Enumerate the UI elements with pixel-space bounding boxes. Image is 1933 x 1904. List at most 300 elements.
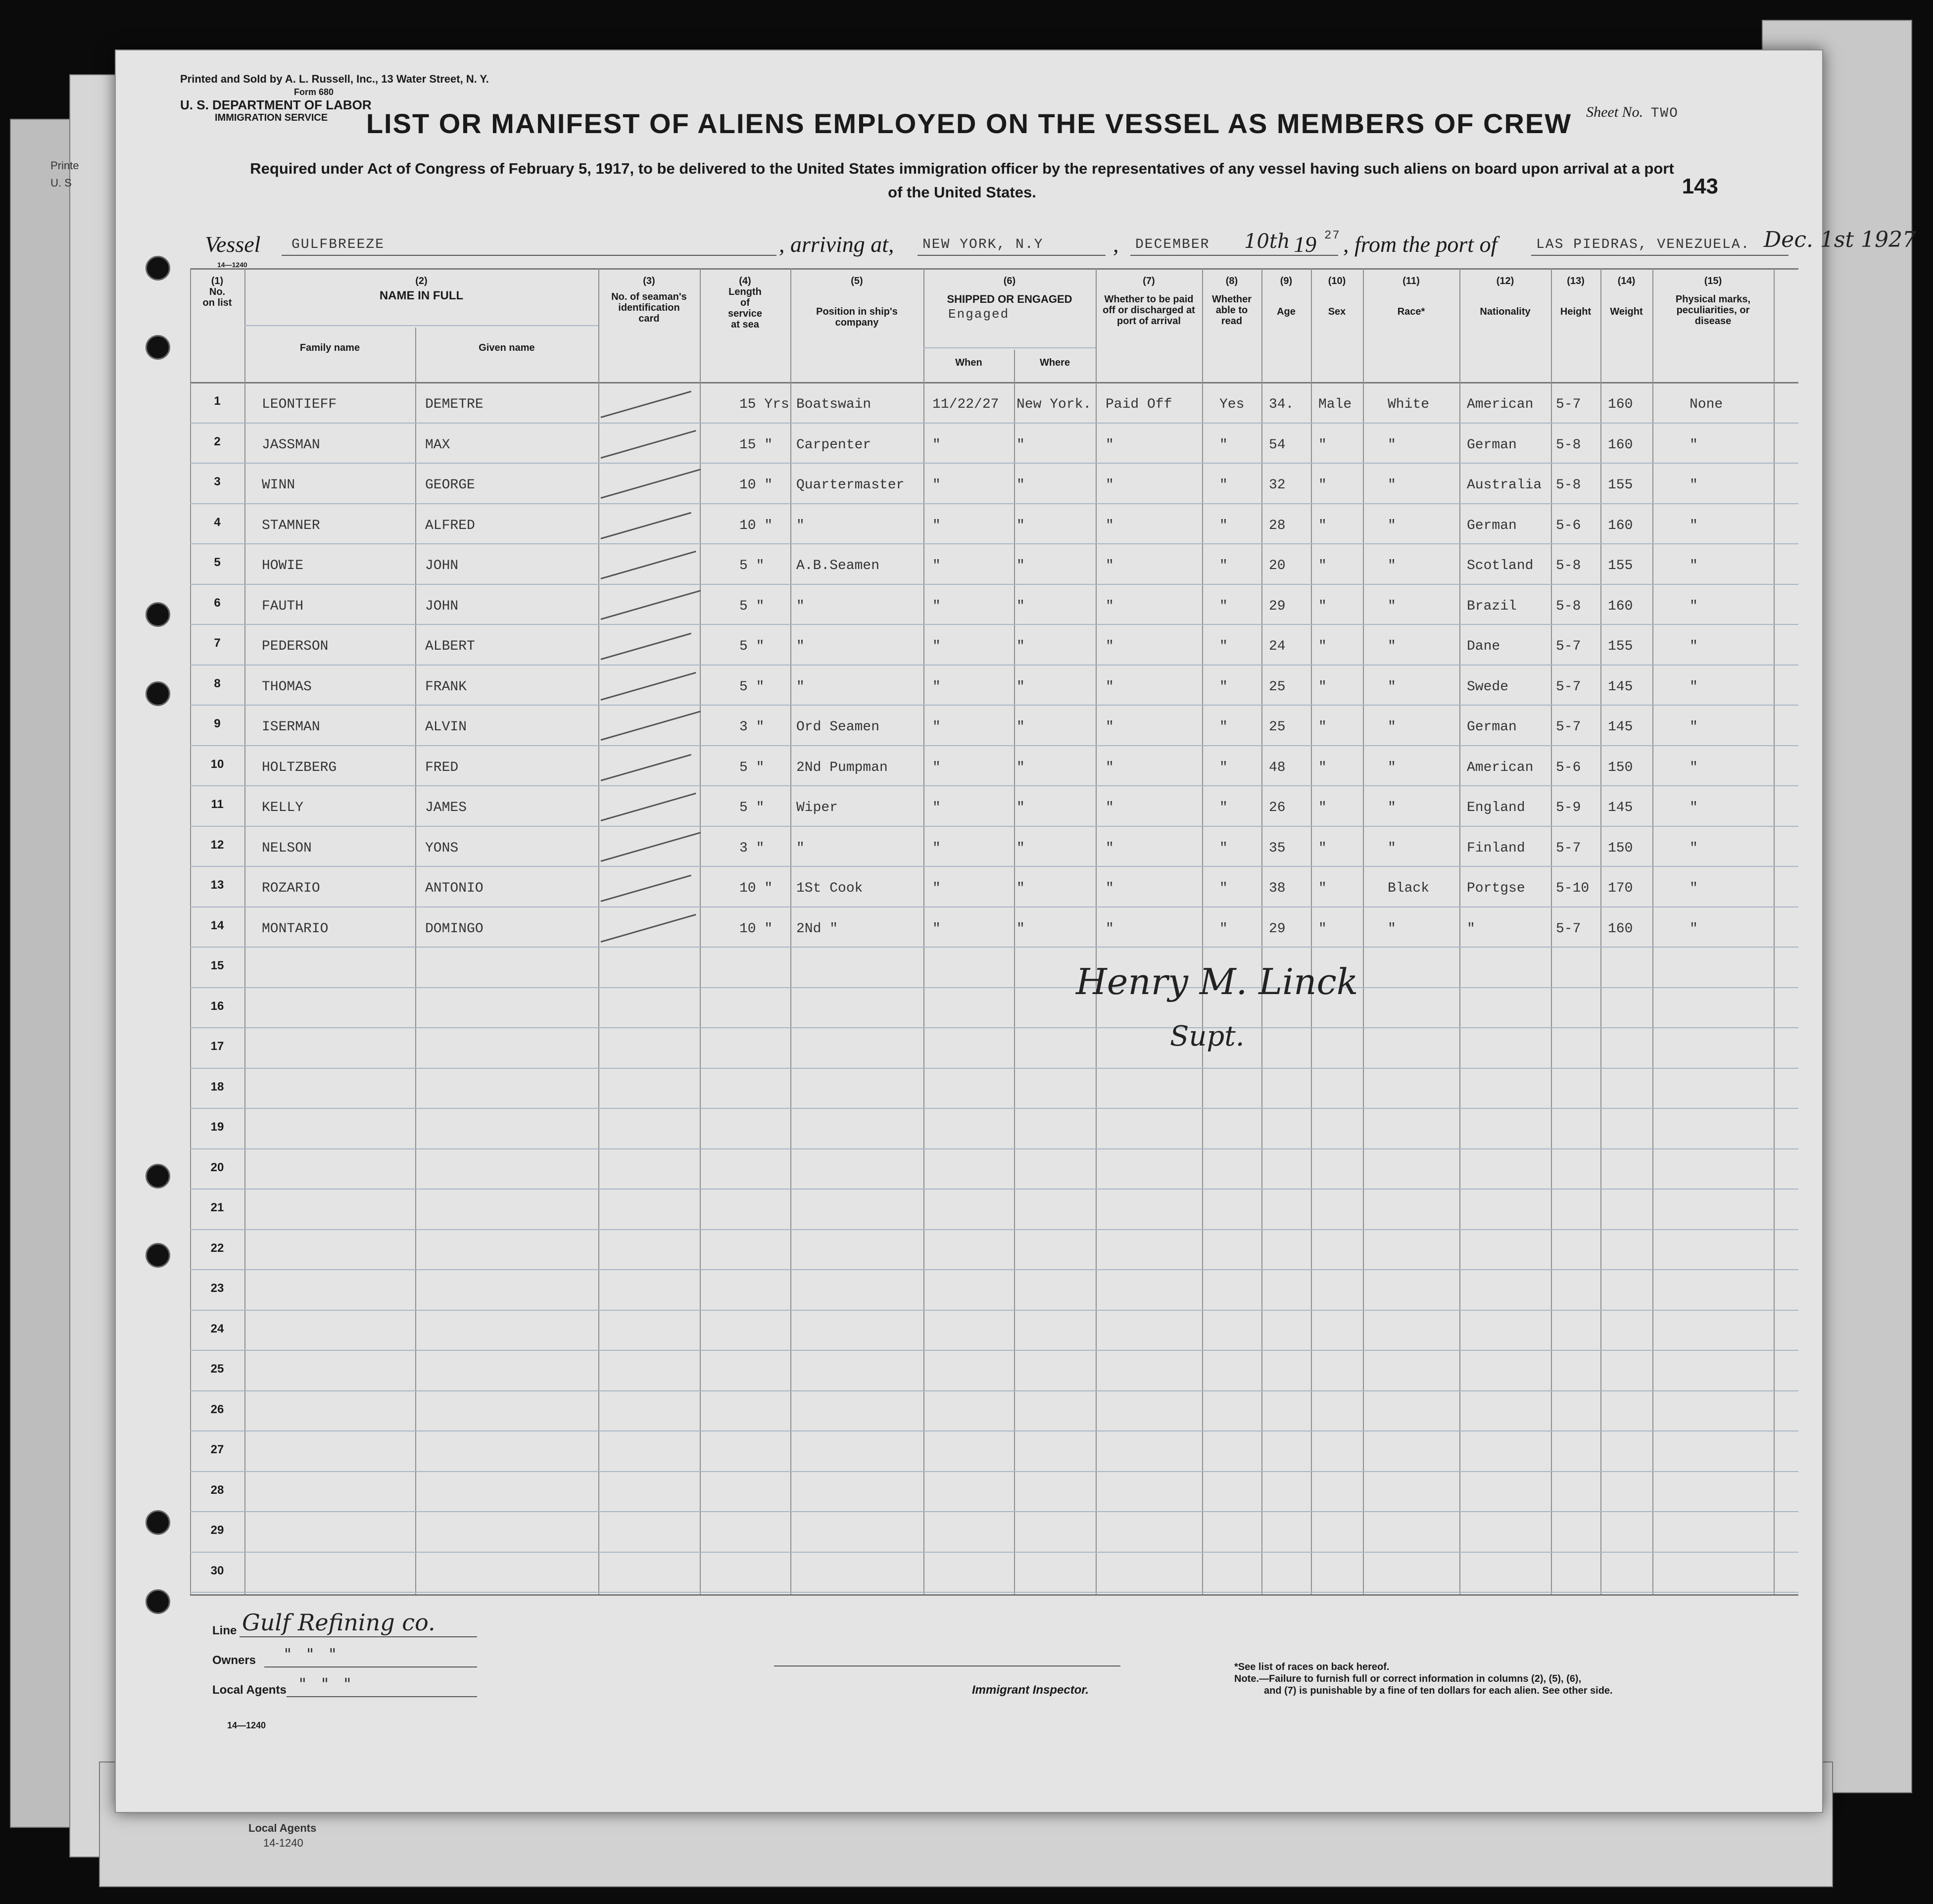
paid-off-cell: " xyxy=(1106,558,1114,573)
col-divider xyxy=(1014,350,1015,1594)
family-name-cell: FAUTH xyxy=(262,598,304,614)
col-number: (12) xyxy=(1496,276,1514,286)
row-rule xyxy=(190,1511,1798,1512)
id-card-check-stroke xyxy=(601,429,696,458)
shipped-subheader-rule xyxy=(923,347,1096,348)
shipped-when-cell: 11/22/27 xyxy=(932,397,999,412)
row-number: 24 xyxy=(210,1322,224,1335)
col-label: SHIPPED OR ENGAGED xyxy=(947,293,1072,305)
shipped-when-cell: " xyxy=(932,800,941,815)
punch-hole xyxy=(145,335,170,360)
physical-marks-cell: " xyxy=(1690,840,1698,856)
col-divider xyxy=(1652,268,1653,1594)
height-cell: 5-7 xyxy=(1556,719,1581,735)
service-cell: 10 " xyxy=(739,518,773,533)
sex-cell: " xyxy=(1318,639,1327,654)
height-cell: 5-9 xyxy=(1556,800,1581,815)
able-to-read-cell: " xyxy=(1219,518,1228,533)
paid-off-cell: " xyxy=(1106,679,1114,695)
col-number: (5) xyxy=(851,276,863,286)
row-rule xyxy=(190,1068,1798,1069)
vessel-line xyxy=(205,227,1917,261)
col-divider xyxy=(700,268,701,1594)
height-cell: 5-7 xyxy=(1556,639,1581,654)
id-card-check-stroke xyxy=(601,391,691,418)
given-name-cell: FRANK xyxy=(425,679,467,695)
physical-marks-cell: " xyxy=(1690,639,1698,654)
row-rule xyxy=(190,785,1798,786)
row-number: 30 xyxy=(210,1564,224,1577)
col-label: Physical marks, peculiarities, or disease xyxy=(1675,294,1751,327)
able-to-read-cell: " xyxy=(1219,760,1228,775)
row-rule xyxy=(190,745,1798,746)
height-cell: 5-7 xyxy=(1556,679,1581,695)
position-cell: 2Nd " xyxy=(796,921,838,937)
given-name-cell: ALBERT xyxy=(425,639,475,654)
col-label: NAME IN FULL xyxy=(379,289,464,302)
family-name-cell: HOWIE xyxy=(262,558,304,573)
paid-off-cell: " xyxy=(1106,719,1114,735)
col-label: Age xyxy=(1277,306,1296,317)
able-to-read-cell: " xyxy=(1219,921,1228,937)
punch-hole xyxy=(145,1164,170,1189)
shipped-where-cell: " xyxy=(1016,598,1025,614)
row-rule xyxy=(190,1189,1798,1190)
departure-date: Dec. 1st 1927 xyxy=(1764,227,1917,252)
sex-cell: " xyxy=(1318,518,1327,533)
able-to-read-cell: " xyxy=(1219,800,1228,815)
row-rule xyxy=(190,1552,1798,1553)
col-header-nationality xyxy=(1459,276,1551,317)
service-cell: 10 " xyxy=(739,881,773,896)
physical-marks-cell: " xyxy=(1690,477,1698,493)
nationality-cell: German xyxy=(1467,719,1517,735)
weight-cell: 160 xyxy=(1608,921,1633,937)
col-divider xyxy=(190,268,191,1594)
able-to-read-cell: " xyxy=(1219,639,1228,654)
row-number: 22 xyxy=(210,1241,224,1255)
header-bottom-rule xyxy=(190,382,1798,383)
sex-cell: Male xyxy=(1318,397,1352,412)
col-header-position xyxy=(790,276,923,328)
row-rule xyxy=(190,1148,1798,1149)
race-cell: White xyxy=(1388,397,1430,412)
paid-off-cell: " xyxy=(1106,760,1114,775)
col-label: Sex xyxy=(1328,306,1346,317)
physical-marks-cell: " xyxy=(1690,518,1698,533)
family-name-cell: WINN xyxy=(262,477,295,493)
shipped-when-cell: " xyxy=(932,840,941,856)
col-divider xyxy=(415,328,416,1594)
service-cell: 3 " xyxy=(739,719,765,735)
row-number: 8 xyxy=(214,676,221,690)
id-card-check-stroke xyxy=(601,551,696,579)
height-cell: 5-7 xyxy=(1556,921,1581,937)
row-number: 26 xyxy=(210,1402,224,1416)
col-header-family-name: Family name xyxy=(299,342,360,353)
physical-marks-cell: " xyxy=(1690,679,1698,695)
given-name-cell: FRED xyxy=(425,760,459,775)
shipped-when-cell: " xyxy=(932,518,941,533)
weight-cell: 150 xyxy=(1608,760,1633,775)
weight-cell: 155 xyxy=(1608,477,1633,493)
shipped-where-cell: " xyxy=(1016,679,1025,695)
punch-hole xyxy=(145,1510,170,1535)
shipped-when-cell: " xyxy=(932,679,941,695)
service-cell: 15 " xyxy=(739,437,773,453)
row-rule xyxy=(190,1430,1798,1431)
name-subheader-rule xyxy=(244,325,598,326)
paid-off-cell: " xyxy=(1106,881,1114,896)
col-divider xyxy=(790,268,791,1594)
row-rule xyxy=(190,1592,1798,1593)
col-header-id-card xyxy=(598,276,700,324)
age-cell: 26 xyxy=(1269,800,1286,815)
physical-marks-cell: " xyxy=(1690,760,1698,775)
family-name-cell: ROZARIO xyxy=(262,881,320,896)
col-number: (4) xyxy=(739,276,751,286)
paid-off-cell: " xyxy=(1106,639,1114,654)
from-port: LAS PIEDRAS, VENEZUELA. xyxy=(1536,237,1750,252)
weight-cell: 145 xyxy=(1608,719,1633,735)
col-number: (10) xyxy=(1328,276,1346,286)
row-number: 29 xyxy=(210,1523,224,1537)
race-cell: " xyxy=(1388,598,1396,614)
col-label: Weight xyxy=(1610,306,1643,317)
arrival-month: DECEMBER xyxy=(1135,237,1210,252)
sex-cell: " xyxy=(1318,477,1327,493)
row-rule xyxy=(190,947,1798,948)
weight-cell: 145 xyxy=(1608,679,1633,695)
physical-marks-cell: " xyxy=(1690,881,1698,896)
col-number: (14) xyxy=(1617,276,1636,286)
owners-value: " " " xyxy=(284,1645,337,1664)
form-code-top: 14—1240 xyxy=(217,261,247,269)
nationality-cell: " xyxy=(1467,921,1475,937)
family-name-cell: LEONTIEFF xyxy=(262,397,337,412)
race-cell: " xyxy=(1388,518,1396,533)
row-number: 7 xyxy=(214,636,221,650)
position-cell: Quartermaster xyxy=(796,477,905,493)
race-cell: Black xyxy=(1388,881,1430,896)
shipped-where-cell: " xyxy=(1016,840,1025,856)
physical-marks-cell: " xyxy=(1690,800,1698,815)
height-cell: 5-8 xyxy=(1556,598,1581,614)
punch-hole xyxy=(145,256,170,281)
nationality-cell: Dane xyxy=(1467,639,1500,654)
id-card-check-stroke xyxy=(601,754,691,781)
weight-cell: 145 xyxy=(1608,800,1633,815)
shipped-where-cell: " xyxy=(1016,921,1025,937)
col-number: (8) xyxy=(1225,276,1238,286)
race-cell: " xyxy=(1388,719,1396,735)
col-number: (11) xyxy=(1402,276,1420,286)
given-name-cell: JAMES xyxy=(425,800,467,815)
given-name-cell: ANTONIO xyxy=(425,881,483,896)
sex-cell: " xyxy=(1318,719,1327,735)
col-divider xyxy=(1202,268,1203,1594)
col-header-number xyxy=(190,276,244,308)
row-number: 19 xyxy=(210,1120,224,1134)
row-rule xyxy=(190,1350,1798,1351)
col-divider xyxy=(1551,268,1552,1594)
given-name-cell: DOMINGO xyxy=(425,921,483,937)
sex-cell: " xyxy=(1318,760,1327,775)
position-cell: A.B.Seamen xyxy=(796,558,880,573)
able-to-read-cell: " xyxy=(1219,679,1228,695)
id-card-check-stroke xyxy=(601,711,701,741)
row-rule xyxy=(190,1108,1798,1109)
race-cell: " xyxy=(1388,477,1396,493)
row-number: 3 xyxy=(214,475,221,488)
agents-label: Local Agents xyxy=(212,1683,287,1697)
shipped-where-cell: " xyxy=(1016,639,1025,654)
shipped-where-cell: " xyxy=(1016,719,1025,735)
id-card-check-stroke xyxy=(601,793,696,821)
shipped-where-cell: " xyxy=(1016,760,1025,775)
service-cell: 3 " xyxy=(739,840,765,856)
row-rule xyxy=(190,826,1798,827)
col-number: (9) xyxy=(1280,276,1293,286)
service-name: IMMIGRATION SERVICE xyxy=(215,112,328,123)
page-number-stamp: 143 xyxy=(1682,174,1718,198)
printer-line: Printed and Sold by A. L. Russell, Inc., 13 Water Street, N. Y. xyxy=(180,73,489,85)
year-prefix: 19 xyxy=(1294,232,1316,257)
row-rule xyxy=(190,503,1798,504)
race-cell: " xyxy=(1388,800,1396,815)
vessel-label: Vessel xyxy=(205,232,261,257)
age-cell: 38 xyxy=(1269,881,1286,896)
col-header-paid-off xyxy=(1096,276,1202,327)
weight-cell: 160 xyxy=(1608,437,1633,453)
age-cell: 25 xyxy=(1269,719,1286,735)
col-label: Nationality xyxy=(1480,306,1531,317)
row-number: 2 xyxy=(214,434,221,448)
weight-cell: 170 xyxy=(1608,881,1633,896)
col-label: Race* xyxy=(1397,306,1425,317)
shipped-where-cell: " xyxy=(1016,518,1025,533)
shipped-where-cell: " xyxy=(1016,881,1025,896)
row-number: 25 xyxy=(210,1362,224,1376)
table-bottom-rule xyxy=(190,1594,1798,1596)
given-name-cell: JOHN xyxy=(425,598,459,614)
col-header-given-name: Given name xyxy=(479,342,535,353)
shipped-when-cell: " xyxy=(932,881,941,896)
position-cell: Boatswain xyxy=(796,397,871,412)
sex-cell: " xyxy=(1318,881,1327,896)
race-cell: " xyxy=(1388,558,1396,573)
sex-cell: " xyxy=(1318,558,1327,573)
col-header-weight xyxy=(1600,276,1652,317)
age-cell: 35 xyxy=(1269,840,1286,856)
paid-off-cell: Paid Off xyxy=(1106,397,1172,412)
weight-cell: 160 xyxy=(1608,397,1633,412)
age-cell: 48 xyxy=(1269,760,1286,775)
punch-hole xyxy=(145,1243,170,1268)
row-number: 1 xyxy=(214,394,221,408)
weight-cell: 160 xyxy=(1608,598,1633,614)
position-cell: 1St Cook xyxy=(796,881,863,896)
sex-cell: " xyxy=(1318,679,1327,695)
owners-label: Owners xyxy=(212,1654,256,1667)
manifest-sheet xyxy=(115,49,1917,1813)
service-cell: 5 " xyxy=(739,800,765,815)
family-name-cell: JASSMAN xyxy=(262,437,320,453)
col-label: Height xyxy=(1560,306,1592,317)
col-header-race xyxy=(1363,276,1459,317)
col-header-height xyxy=(1551,276,1600,317)
penalty-note: Note.—Failure to furnish full or correct information in columns (2), (5), (6), xyxy=(1234,1673,1582,1684)
row-rule xyxy=(190,624,1798,625)
nationality-cell: Swede xyxy=(1467,679,1509,695)
nationality-cell: American xyxy=(1467,397,1534,412)
age-cell: 20 xyxy=(1269,558,1286,573)
col-label: Whether able to read xyxy=(1212,294,1252,327)
height-cell: 5-6 xyxy=(1556,518,1581,533)
superintendent-signature: Henry M. Linck xyxy=(1076,961,1358,1002)
col-header-age xyxy=(1261,276,1311,317)
row-rule xyxy=(190,1027,1798,1028)
shipped-where-cell: " xyxy=(1016,477,1025,493)
row-number: 16 xyxy=(210,999,224,1013)
col-header-shipped xyxy=(923,276,1096,320)
age-cell: 54 xyxy=(1269,437,1286,453)
given-name-cell: MAX xyxy=(425,437,450,453)
col-divider xyxy=(1261,268,1262,1594)
age-cell: 24 xyxy=(1269,639,1286,654)
race-cell: " xyxy=(1388,437,1396,453)
form-number: Form 680 xyxy=(294,87,334,97)
from-port-label: , from the port of xyxy=(1343,232,1498,257)
age-cell: 28 xyxy=(1269,518,1286,533)
height-cell: 5-7 xyxy=(1556,840,1581,856)
id-card-check-stroke xyxy=(601,512,691,539)
position-cell: " xyxy=(796,840,805,856)
height-cell: 5-8 xyxy=(1556,437,1581,453)
able-to-read-cell: " xyxy=(1219,437,1228,453)
page-subtitle: Required under Act of Congress of February 5, 1917, to be delivered to the United States immigration officer by the representatives of any vessel having such aliens on board upon arrival at a port of the United States. xyxy=(250,160,1674,201)
shipped-when-cell: " xyxy=(932,921,941,937)
row-number: 6 xyxy=(214,596,221,610)
vessel-name: GULFBREEZE xyxy=(291,237,385,252)
col-number: (2) xyxy=(415,276,428,286)
row-number: 14 xyxy=(210,918,224,932)
given-name-cell: YONS xyxy=(425,840,459,856)
col-header-when: When xyxy=(955,357,982,368)
row-number: 28 xyxy=(210,1483,224,1497)
sex-cell: " xyxy=(1318,598,1327,614)
col-divider xyxy=(1363,268,1364,1594)
sex-cell: " xyxy=(1318,921,1327,937)
inspector-label: Immigrant Inspector. xyxy=(972,1683,1089,1697)
able-to-read-cell: " xyxy=(1219,840,1228,856)
punch-hole xyxy=(145,681,170,706)
row-rule xyxy=(190,584,1798,585)
nationality-cell: Australia xyxy=(1467,477,1542,493)
col-number: (7) xyxy=(1143,276,1155,286)
table-top-rule xyxy=(190,268,1798,270)
col-divider xyxy=(1600,268,1601,1594)
background-print-text: Printe xyxy=(50,159,79,172)
nationality-cell: Portgse xyxy=(1467,881,1525,896)
col-header-physical-marks xyxy=(1652,276,1774,327)
height-cell: 5-8 xyxy=(1556,477,1581,493)
row-rule xyxy=(190,906,1798,907)
shipped-where-cell: New York. xyxy=(1016,397,1092,412)
background-code-text: 14-1240 xyxy=(263,1837,303,1849)
shipped-where-cell: " xyxy=(1016,437,1025,453)
row-number: 21 xyxy=(210,1201,224,1214)
family-name-cell: KELLY xyxy=(262,800,304,815)
service-cell: 5 " xyxy=(739,558,765,573)
row-number: 4 xyxy=(214,515,221,529)
races-note: *See list of races on back hereof. xyxy=(1234,1662,1390,1672)
sheet-number-value: TWO xyxy=(1650,106,1679,121)
line-label: Line xyxy=(212,1624,237,1637)
service-cell: 10 " xyxy=(739,921,773,937)
service-cell: 10 " xyxy=(739,477,773,493)
row-rule xyxy=(190,463,1798,464)
row-rule xyxy=(190,866,1798,867)
inspector-signature-line xyxy=(774,1664,1120,1666)
given-name-cell: ALVIN xyxy=(425,719,467,735)
weight-cell: 150 xyxy=(1608,840,1633,856)
race-cell: " xyxy=(1388,760,1396,775)
service-cell: 5 " xyxy=(739,639,765,654)
race-cell: " xyxy=(1388,639,1396,654)
arriving-label: , arriving at, xyxy=(779,232,894,257)
shipped-when-cell: " xyxy=(932,639,941,654)
id-card-check-stroke xyxy=(601,875,691,902)
col-number: (13) xyxy=(1567,276,1585,286)
row-number: 20 xyxy=(210,1160,224,1174)
position-cell: " xyxy=(796,518,805,533)
height-cell: 5-7 xyxy=(1556,397,1581,412)
weight-cell: 155 xyxy=(1608,558,1633,573)
nationality-cell: American xyxy=(1467,760,1534,775)
physical-marks-cell: " xyxy=(1690,719,1698,735)
row-rule xyxy=(190,1471,1798,1472)
row-rule xyxy=(190,705,1798,706)
physical-marks-cell: None xyxy=(1690,397,1723,412)
col-header-service xyxy=(700,276,790,330)
comma: , xyxy=(1113,232,1119,257)
shipped-when-cell: " xyxy=(932,477,941,493)
age-cell: 29 xyxy=(1269,921,1286,937)
row-number: 23 xyxy=(210,1282,224,1295)
id-card-check-stroke xyxy=(601,671,696,700)
family-name-cell: THOMAS xyxy=(262,679,312,695)
row-number: 15 xyxy=(210,959,224,972)
id-card-check-stroke xyxy=(601,633,691,660)
col-number: (3) xyxy=(643,276,655,286)
row-rule xyxy=(190,1310,1798,1311)
punch-hole xyxy=(145,602,170,627)
sex-cell: " xyxy=(1318,437,1327,453)
position-cell: 2Nd Pumpman xyxy=(796,760,888,775)
line-value: Gulf Refining co. xyxy=(242,1609,435,1636)
row-number: 17 xyxy=(210,1040,224,1053)
given-name-cell: ALFRED xyxy=(425,518,475,533)
shipped-typed-note: Engaged xyxy=(948,307,1010,322)
physical-marks-cell: " xyxy=(1690,598,1698,614)
race-cell: " xyxy=(1388,679,1396,695)
given-name-cell: GEORGE xyxy=(425,477,475,493)
age-cell: 34. xyxy=(1269,397,1294,412)
row-rule xyxy=(190,1269,1798,1270)
row-number: 11 xyxy=(211,798,224,811)
punch-hole xyxy=(145,1589,170,1614)
